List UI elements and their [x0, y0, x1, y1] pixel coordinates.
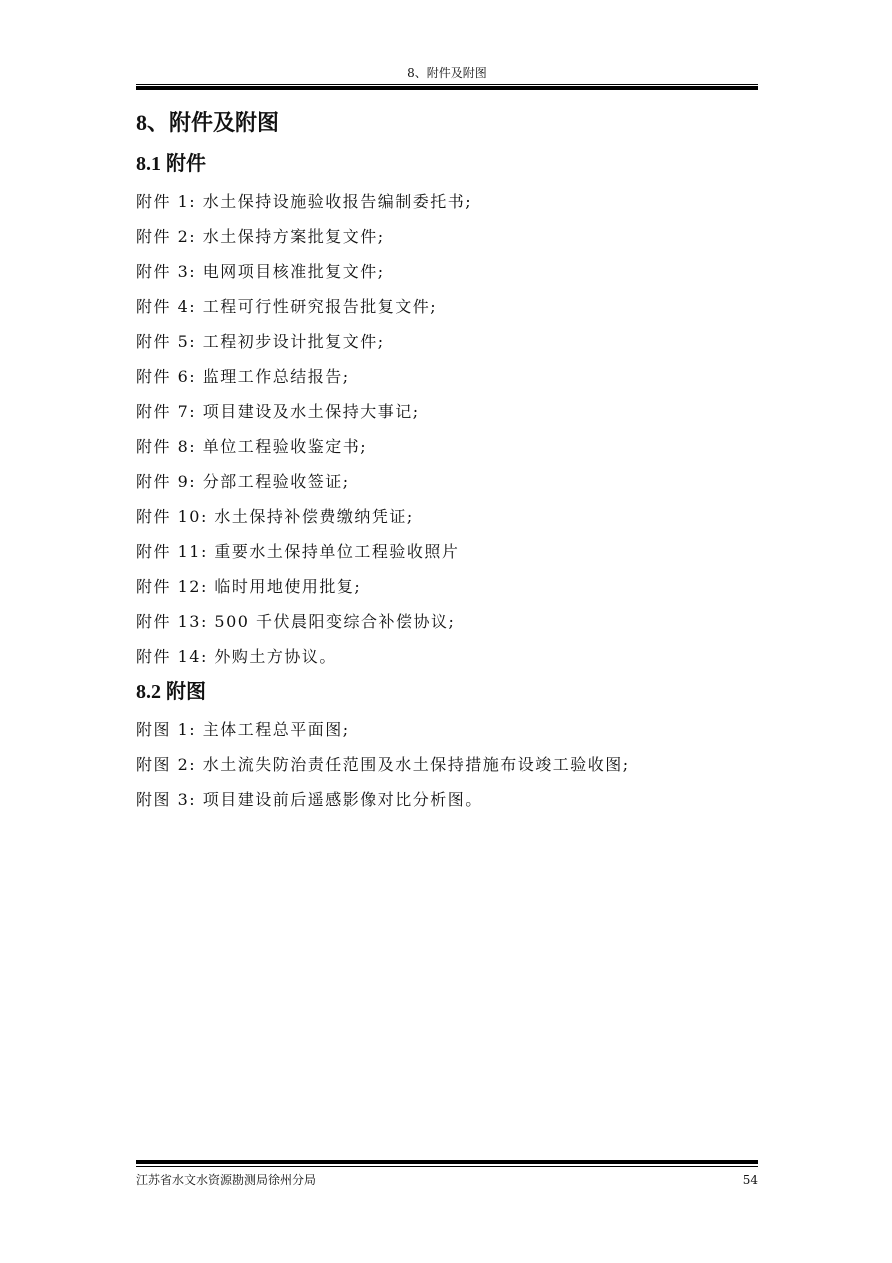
figure-item: 附图 3: 项目建设前后遥感影像对比分析图。 [136, 790, 483, 809]
figures-list [136, 712, 758, 817]
figure-item: 附图 1: 主体工程总平面图; [136, 720, 350, 739]
attachment-item: 附件 8: 单位工程验收鉴定书; [136, 437, 368, 456]
attachment-item: 附件 5: 工程初步设计批复文件; [136, 332, 385, 351]
attachments-heading: 8.1 附件 [136, 153, 206, 175]
footer-organization: 江苏省水文水资源勘测局徐州分局 [136, 1173, 317, 1187]
attachment-item: 附件 2: 水土保持方案批复文件; [136, 227, 385, 246]
attachment-item: 附件 7: 项目建设及水土保持大事记; [136, 402, 420, 421]
footer-rule-thick [136, 1160, 758, 1164]
attachment-item: 附件 14: 外购土方协议。 [136, 647, 337, 666]
header-rule-thin [136, 84, 758, 85]
running-header: 8、附件及附图 [407, 66, 487, 80]
footer-rule-thin [136, 1166, 758, 1167]
attachment-item: 附件 9: 分部工程验收签证; [136, 472, 350, 491]
attachment-item: 附件 11: 重要水土保持单位工程验收照片 [136, 542, 460, 561]
attachment-item: 附件 6: 监理工作总结报告; [136, 367, 350, 386]
attachment-item: 附件 13: 500 千伏晨阳变综合补偿协议; [136, 612, 456, 631]
attachment-item: 附件 12: 临时用地使用批复; [136, 577, 362, 596]
header-rule-thick [136, 86, 758, 90]
figure-item: 附图 2: 水土流失防治责任范围及水土保持措施布设竣工验收图; [136, 755, 630, 774]
page-number: 54 [742, 1173, 758, 1187]
attachment-item: 附件 3: 电网项目核准批复文件; [136, 262, 385, 281]
attachments-list [136, 184, 758, 674]
figures-heading: 8.2 附图 [136, 681, 206, 703]
main-content [136, 108, 758, 817]
attachment-item: 附件 1: 水土保持设施验收报告编制委托书; [136, 192, 473, 211]
section-title: 8、附件及附图 [136, 110, 280, 135]
attachment-item: 附件 4: 工程可行性研究报告批复文件; [136, 297, 438, 316]
attachment-item: 附件 10: 水土保持补偿费缴纳凭证; [136, 507, 414, 526]
